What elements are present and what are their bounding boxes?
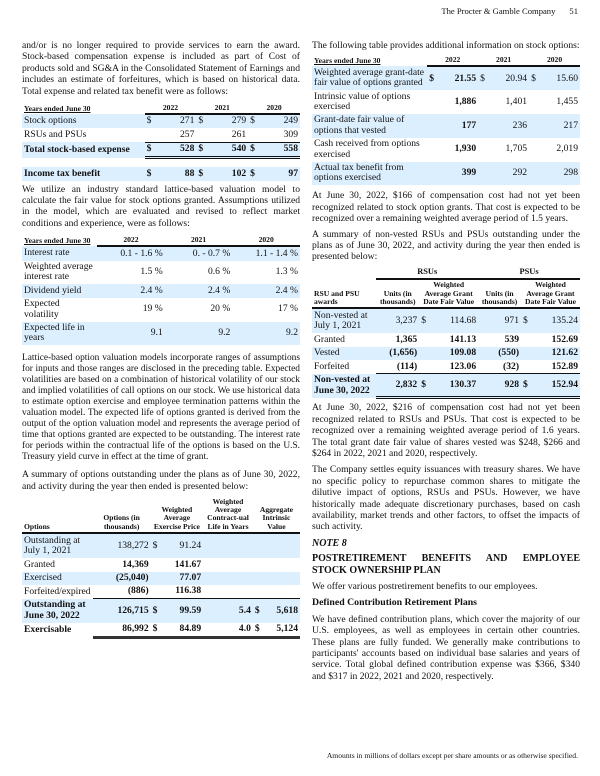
cell-value: 261 [231, 128, 247, 140]
cell-value: 9.1 [97, 322, 165, 346]
cell-value: 121.62 [521, 347, 580, 360]
currency-symbol: $ [146, 143, 152, 155]
stock-expense-table [22, 102, 300, 181]
row-label: Cash received from options exercised [314, 138, 420, 160]
cell-value [248, 142, 300, 157]
dollar-value [198, 169, 246, 179]
currency-symbol: $ [198, 115, 204, 127]
amount: 540 [231, 143, 247, 155]
header-row [22, 496, 300, 533]
spacer-row [22, 158, 300, 168]
table-row [312, 347, 580, 360]
cell-value: 539 [504, 333, 520, 345]
cell-value: 152.89 [551, 360, 578, 372]
column-header: 2022 [145, 102, 197, 114]
row-label: Grant-date fair value of options that vested [312, 114, 427, 138]
cell-value [529, 66, 580, 90]
table-row [22, 585, 300, 599]
column-header: 2021 [165, 234, 233, 246]
table-row [312, 138, 580, 162]
table-row [22, 128, 300, 142]
page-header [427, 6, 578, 16]
column-header: 2020 [232, 234, 300, 246]
row-label: Total stock-based expense [22, 142, 145, 157]
cell-value: 141.67 [174, 558, 202, 570]
subheading: Defined Contribution Retirement Plans [312, 597, 477, 609]
cell-value [253, 558, 300, 571]
table-row [312, 360, 580, 374]
dollar-value [147, 169, 195, 179]
column-header: Weighted Average Exercise Price [151, 496, 203, 533]
row-label: Outstanding at June 30, 2022 [22, 599, 93, 623]
row-label: Granted [314, 333, 345, 345]
currency-symbol: $ [250, 167, 255, 179]
cell-value [253, 572, 300, 585]
dollar-value [429, 74, 476, 84]
table-row [22, 284, 300, 297]
dollar-value [153, 541, 201, 551]
amount: 152.94 [551, 379, 578, 391]
row-label: Exercisable [24, 623, 72, 635]
cell-value: (550) [478, 347, 521, 360]
cell-value: 9.2 [165, 322, 233, 346]
cell-value: (886) [127, 585, 149, 597]
table-row [22, 298, 300, 322]
table-row [22, 558, 300, 571]
cell-value: 2.4 % [165, 284, 233, 297]
cell-value: 1.3 % [275, 266, 298, 278]
dollar-value [147, 144, 195, 154]
table-row [312, 308, 580, 333]
table [312, 54, 580, 185]
table-row [22, 572, 300, 585]
cell-value [151, 623, 203, 638]
cell-value: 1,930 [454, 143, 477, 155]
row-label: Stock options [22, 114, 145, 128]
cell-value [427, 66, 478, 90]
table [312, 267, 580, 399]
cell-value: 152.69 [551, 333, 578, 345]
cell-value: 86,992 [93, 623, 151, 638]
cell-value: 109.08 [419, 347, 478, 360]
group-header: PSUs [478, 267, 580, 279]
table-row [312, 374, 580, 398]
group-header: RSUs [376, 267, 478, 279]
table-row [22, 142, 300, 157]
paragraph: A summary of options outstanding under the plans as of June 30, 2022, and activity during the year then ended is presented below: [22, 469, 300, 492]
dollar-value [147, 116, 195, 126]
cell-value: 257 [179, 128, 195, 140]
cell-value: 1,886 [454, 95, 477, 107]
amount: 130.37 [449, 379, 477, 391]
cell-value: (114) [396, 360, 418, 372]
amount: 114.68 [450, 315, 477, 327]
amount: 271 [179, 115, 195, 127]
cell-value [196, 142, 248, 157]
paragraph: We utilize an industry standard lattice-based valuation model to calculate the fair value for stock options granted. Assumptions utilized in the model, which are evaluated and revised to reflect market conditions and experience, were as follows: [22, 183, 300, 229]
cell-value [145, 167, 197, 180]
cell-value [521, 374, 580, 398]
amount: 279 [231, 115, 247, 127]
cell-value: 399 [427, 162, 478, 186]
cell-value: 1,455 [556, 95, 578, 107]
cell-value [253, 599, 300, 623]
cell-value [145, 142, 197, 157]
dollar-value [153, 606, 201, 616]
table-row [22, 114, 300, 128]
note-title-line1: POSTRETIREMENT BENEFITS AND EMPLOYEE [312, 553, 580, 565]
amount: 558 [283, 143, 298, 155]
row-label: Intrinsic value of options exercised [314, 90, 411, 113]
spacer [22, 158, 300, 168]
cell-value: 116.38 [175, 585, 202, 597]
valuation-assumptions-table [22, 234, 300, 345]
table-row [312, 90, 580, 114]
row-label: Forfeited [314, 360, 350, 372]
cell-value [196, 167, 248, 180]
column-header: 2022 [427, 54, 478, 66]
row-label: Income tax benefit [22, 167, 145, 180]
row-label: Non-vested at July 1, 2021 [312, 308, 376, 333]
currency-symbol: $ [421, 315, 426, 327]
column-header: 2021 [478, 54, 529, 66]
cell-value [203, 558, 253, 571]
table-row [312, 333, 580, 346]
paragraph: A summary of non-vested RSUs and PSUs outstanding under the plans as of June 30, 2022, and activity during the year then ended is presented below: [312, 228, 580, 263]
currency-symbol: $ [429, 72, 435, 84]
dollar-value [421, 316, 476, 326]
dollar-value [531, 74, 578, 84]
cell-value [145, 114, 197, 128]
spacer [312, 267, 376, 279]
cell-value [151, 599, 203, 623]
cell-value [253, 585, 300, 599]
header-row [22, 102, 300, 114]
cell-value: 1,401 [505, 95, 528, 107]
table [22, 234, 300, 345]
table-row [22, 261, 300, 285]
cell-value: 19 % [142, 303, 163, 315]
column-header: Options (in thousands) [93, 496, 151, 533]
cell-value: 2.4 % [97, 284, 165, 297]
company-name: The Procter & Gamble Company [441, 6, 556, 16]
rsu-psu-table [312, 267, 580, 399]
cell-value: 2,832 [376, 374, 419, 398]
cell-value: 17 % [278, 303, 298, 315]
cell-value: 236 [478, 114, 529, 138]
table-row [312, 114, 580, 138]
page-number: 51 [569, 6, 578, 16]
cell-value: 20 % [210, 303, 231, 315]
dollar-value [255, 606, 298, 616]
cell-value: 3,237 [376, 308, 419, 333]
amount: 99.59 [179, 604, 202, 616]
amount: 5,618 [276, 604, 298, 616]
cell-value: 9.2 [232, 322, 300, 346]
cell-value: (32) [503, 360, 520, 372]
cell-value: (25,040) [93, 572, 151, 585]
cell-value [248, 114, 300, 128]
cell-value: 177 [427, 114, 478, 138]
cell-value: 309 [283, 128, 298, 140]
dollar-value [250, 116, 298, 126]
currency-symbol: $ [523, 315, 528, 327]
currency-symbol: $ [254, 623, 260, 635]
row-label: Dividend yield [22, 284, 97, 297]
header-row [312, 54, 580, 66]
currency-symbol: $ [146, 167, 152, 179]
row-label: Forfeited/expired [24, 585, 91, 597]
table-row [312, 162, 580, 186]
cell-value: 217 [529, 114, 580, 138]
amount: 20.94 [505, 72, 528, 84]
dollar-value [250, 169, 298, 179]
column-header: Options [22, 496, 93, 533]
row-label: Interest rate [22, 246, 97, 260]
cell-value: 77.07 [151, 572, 203, 585]
cell-value: 123.06 [449, 360, 477, 372]
header-row [22, 234, 300, 246]
cell-value: 1.5 % [140, 266, 163, 278]
cell-value: 928 [478, 374, 521, 398]
currency-symbol: $ [250, 143, 255, 155]
currency-symbol: $ [421, 379, 426, 391]
table-row [22, 623, 300, 638]
cell-value: 0.6 % [207, 266, 231, 278]
cell-value: 1,705 [505, 143, 528, 155]
cell-value: 1,365 [395, 333, 418, 345]
cell-value: 1.1 - 1.4 % [232, 246, 300, 260]
cell-value: 971 [478, 308, 521, 333]
left-column [22, 40, 300, 639]
cell-value [196, 114, 248, 128]
currency-symbol: $ [250, 115, 255, 127]
amount: 97 [288, 167, 298, 179]
dollar-value [523, 380, 578, 390]
row-label: Outstanding at July 1, 2021 [22, 533, 93, 558]
paragraph: and/or is no longer required to provide services to earn the award. Stock-based compensation expense is included as part of Cost of products sold and SG&A in the Consolidated Statement of Earnings and includes an estimate of forfeitures, which is based on historical data. Total expense and related tax benefit were as follows: [22, 40, 300, 97]
table-row [22, 167, 300, 180]
dollar-value [250, 144, 298, 154]
column-header: Units (in thousands) [478, 279, 521, 309]
cell-value [419, 374, 478, 398]
column-header: Years ended June 30 [24, 103, 91, 113]
currency-symbol: $ [198, 143, 204, 155]
column-header: RSU and PSU awards [312, 279, 376, 309]
column-header: Years ended June 30 [24, 235, 91, 245]
column-header: 2020 [248, 102, 300, 114]
paragraph: We have defined contribution plans, which cover the majority of our U.S. employees, as well as employees in certain other countries. These plans are fully funded. We generally make contributions to participants' accounts based on individual base salaries and years of service. Total global defined contribution expense was $366, $340 and $317 in 2022, 2021 and 2020, respectively. [312, 613, 580, 682]
cell-value: 14,369 [122, 558, 149, 570]
column-header: Weighted Average Grant Date Fair Value [419, 279, 478, 309]
cell-value: 5.4 [203, 599, 253, 623]
column-header: Aggregate Intrinsic Value [253, 496, 300, 533]
row-label: Granted [24, 558, 55, 570]
table-row [22, 599, 300, 623]
cell-value: 298 [529, 162, 580, 186]
dollar-value [421, 380, 476, 390]
column-header: Units (in thousands) [376, 279, 419, 309]
cell-value: 292 [478, 162, 529, 186]
paragraph: Lattice-based option valuation models incorporate ranges of assumptions for inputs and those ranges are disclosed in the preceding table. Expected volatilities are based on a combination of historical volatility of our stock and implied volatilities of call options on our stock. We use historical data to estimate option exercise and employee termination patterns within the valuation model. The expected life of options granted is derived from the output of the option valuation model and represents the average period of time that options granted are expected to be outstanding. The interest rate for periods within the contractual life of the options is based on the U.S. Treasury yield curve in effect at the time of grant. [22, 353, 300, 463]
stock-options-info-table [312, 54, 580, 185]
header-row [312, 279, 580, 309]
amount: 21.55 [454, 72, 477, 84]
cell-value: 2,019 [556, 143, 578, 155]
group-header-row [312, 267, 580, 279]
currency-symbol: $ [480, 72, 485, 84]
cell-value [419, 308, 478, 333]
paragraph: We offer various postretirement benefits to our employees. [312, 580, 538, 592]
table-row [22, 246, 300, 260]
page-footer: Amounts in millions of dollars except per share amounts or as otherwise specified. [326, 751, 578, 760]
row-label: Non-vested at June 30, 2022 [312, 374, 376, 398]
cell-value: 0.1 - 1.6 % [97, 246, 165, 260]
column-header: 2020 [529, 54, 580, 66]
row-label: Weighted average interest rate [24, 261, 93, 283]
currency-symbol: $ [254, 604, 260, 616]
currency-symbol: $ [146, 115, 152, 127]
paragraph: The following table provides additional information on stock options: [312, 40, 580, 51]
amount: 5,124 [276, 623, 298, 635]
cell-value: 126,715 [93, 599, 151, 623]
right-column [312, 40, 580, 682]
dollar-value [480, 74, 527, 84]
currency-symbol: $ [152, 539, 158, 551]
row-label: Expected life in years [22, 322, 97, 346]
currency-symbol: $ [152, 604, 158, 616]
table-row [22, 533, 300, 558]
amount: 102 [231, 167, 247, 179]
cell-value [253, 623, 300, 638]
dollar-value [255, 624, 298, 634]
amount: 88 [184, 167, 195, 179]
table-row [312, 66, 580, 90]
amount: 135.24 [551, 315, 578, 327]
cell-value: 4.0 [203, 623, 253, 638]
currency-symbol: $ [523, 379, 528, 391]
row-label: Exercised [22, 572, 93, 585]
row-label: Weighted average grant-date fair value of options granted [312, 66, 427, 90]
table [22, 102, 300, 181]
row-label: Expected volatility [24, 298, 60, 320]
dollar-value [523, 316, 578, 326]
cell-value [203, 533, 253, 558]
cell-value [151, 533, 203, 558]
column-header: 2022 [97, 234, 165, 246]
dollar-value [198, 144, 246, 154]
currency-symbol: $ [198, 167, 204, 179]
column-header: Weighted Average Contract-ual Life in Years [203, 496, 253, 533]
cell-value: 141.13 [449, 333, 477, 345]
cell-value [203, 572, 253, 585]
column-header: 2021 [196, 102, 248, 114]
note-title-line2: STOCK OWNERSHIP PLAN [312, 564, 441, 576]
row-label: Actual tax benefit from options exercised [312, 162, 427, 186]
amount: 249 [283, 115, 298, 127]
cell-value [253, 533, 300, 558]
cell-value [521, 308, 580, 333]
note-title [312, 553, 580, 576]
options-summary-table [22, 496, 300, 639]
dollar-value [153, 624, 201, 634]
paragraph: The Company settles equity issuances with treasury shares. We have no specific policy to repurchase common shares to mitigate the dilutive impact of options, RSUs and PSUs. However, we have historically made adequate discretionary purchases, based on cash availability, market trends and other factors, to offset the impacts of such activity. [312, 464, 580, 533]
currency-symbol: $ [531, 72, 536, 84]
note-number: NOTE 8 [312, 537, 347, 549]
column-header: Years ended June 30 [314, 55, 381, 65]
cell-value [248, 167, 300, 180]
cell-value: 2.4 % [232, 284, 300, 297]
dollar-value [198, 116, 246, 126]
table-row [22, 322, 300, 346]
row-label: Vested [312, 347, 376, 360]
column-header: Weighted Average Grant Date Fair Value [521, 279, 580, 309]
amount: 528 [179, 143, 195, 155]
amount: 15.60 [556, 72, 578, 84]
row-label: RSUs and PSUs [24, 129, 87, 141]
cell-value [478, 66, 529, 90]
amount: 84.89 [179, 623, 202, 635]
cell-value: 0. - 0.7 % [165, 246, 233, 260]
currency-symbol: $ [152, 623, 158, 635]
paragraph: At June 30, 2022, $216 of compensation cost had not yet been recognized related to RSUs and PSUs. That cost is expected to be recognized over a remaining weighted average period of 1.6 years. The total grant date fair value of shares vested was $248, $266 and $264 in 2022, 2021 and 2020, respectively. [312, 402, 580, 459]
table [22, 496, 300, 639]
cell-value: (1,656) [376, 347, 419, 360]
cell-value: 138,272 [93, 533, 151, 558]
amount: 91.24 [179, 539, 202, 551]
cell-value [203, 585, 253, 599]
paragraph: At June 30, 2022, $166 of compensation cost had not yet been recognized related to stock option grants. That cost is expected to be recognized over a remaining weighted average period of 1.5 years. [312, 190, 580, 225]
